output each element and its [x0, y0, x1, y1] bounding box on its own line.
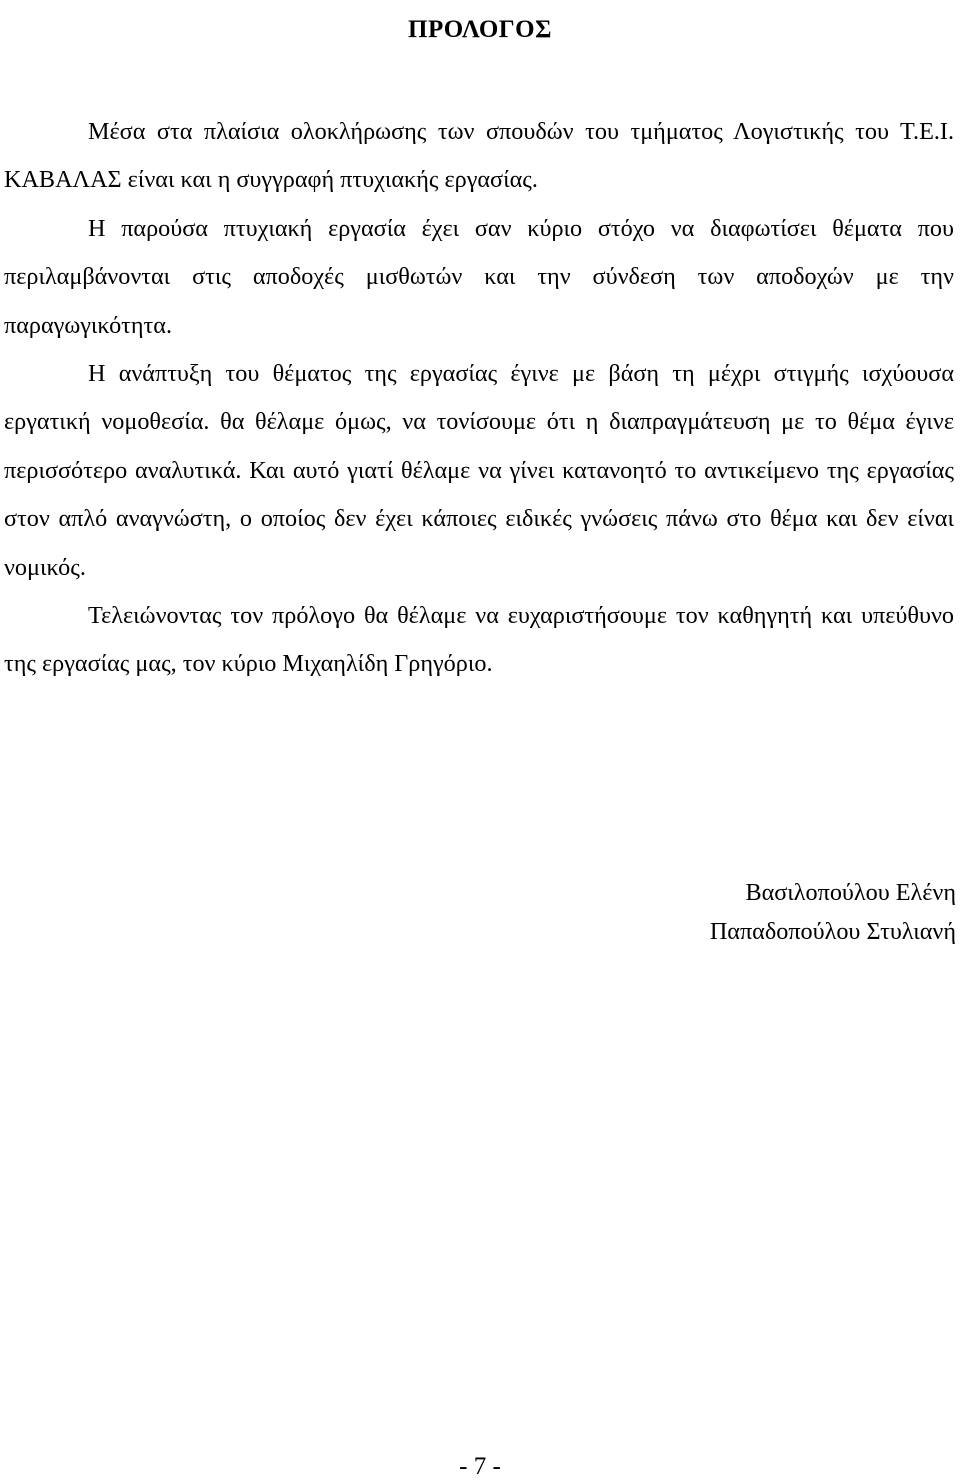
prologue-body [4, 108, 954, 689]
author-name: Βασιλοπούλου Ελένη [745, 879, 956, 906]
paragraph: Τελειώνοντας τον πρόλογο θα θέλαμε να ευχαριστήσουμε τον καθηγητή και υπεύθυνο της εργασίας μας, τον κύριο Μιχαηλίδη Γρηγόριο. [4, 602, 954, 678]
author-signatures [710, 873, 956, 951]
page-number: - 7 - [459, 1453, 501, 1480]
page-title: ΠΡΟΛΟΓΟΣ [408, 15, 552, 43]
paragraph: Η παρούσα πτυχιακή εργασία έχει σαν κύριο στόχο να διαφωτίσει θέματα που περιλαμβάνονται στις αποδοχές μισθωτών και την σύνδεση των αποδοχών με την παραγωγικότητα. [4, 214, 954, 339]
author-name: Παπαδοπούλου Στυλιανή [709, 918, 956, 945]
paragraph: Μέσα στα πλαίσια ολοκλήρωσης των σπουδών του τμήματος Λογιστικής του Τ.Ε.Ι. ΚΑΒΑΛΑΣ είναι και η συγγραφή πτυχιακής εργασίας. [4, 118, 954, 194]
paragraph: Η ανάπτυξη του θέματος της εργασίας έγινε με βάση τη μέχρι στιγμής ισχύουσα εργατική νομοθεσία. θα θέλαμε όμως, να τονίσουμε ότι η διαπραγμάτευση με το θέμα έγινε περισσότερο αναλυτικά. Και αυτό γιατί θέλαμε να γίνει κατανοητό το αντικείμενο της εργασίας στον απλό αναγνώστη, ο οποίος δεν έχει κάποιες ειδικές γνώσεις πάνω στο θέμα και δεν είναι νομικός. [4, 360, 954, 581]
